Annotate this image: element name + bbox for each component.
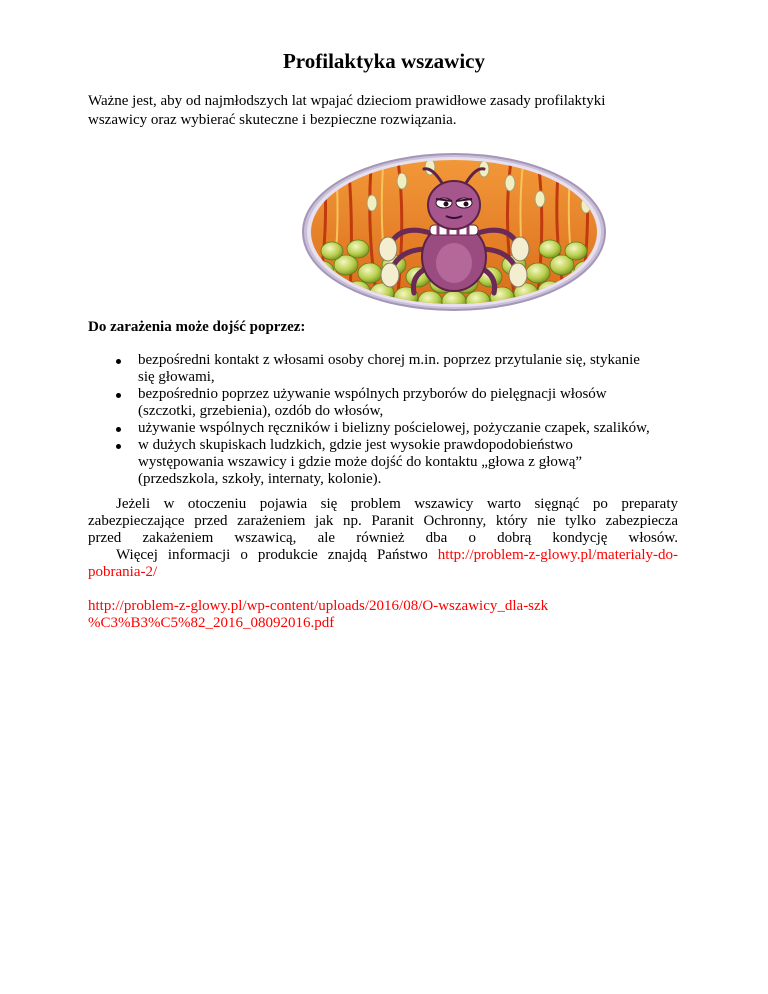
list-item-line: występowania wszawicy i gdzie może dojść do kontaktu „głowa z głową” (138, 454, 583, 470)
intro-line: Ważne jest, aby od najmłodszych lat wpajać dzieciom prawidłowe zasady profilaktyki (88, 93, 606, 109)
list-item (88, 386, 688, 420)
materials-link[interactable]: http://problem-z-glowy.pl/materialy-do- (437, 547, 678, 563)
more-info-text: Więcej informacji o produkcie znajdą Państwo (116, 547, 438, 563)
intro-line: wszawicy oraz wybierać skuteczne i bezpieczne rozwiązania. (88, 112, 457, 128)
bullet-icon (116, 393, 121, 398)
infection-subheading: Do zarażenia może dojść poprzez: (88, 319, 306, 335)
bullet-icon (116, 359, 121, 364)
list-item-line: w dużych skupiskach ludzkich, gdzie jest wysokie prawdopodobieństwo (138, 437, 573, 453)
pdf-link[interactable] (88, 598, 688, 632)
louse-illustration (302, 153, 606, 311)
list-item-line: (szczotki, grzebienia), ozdób do włosów, (138, 403, 384, 419)
paragraph-line: zabezpieczające przed zarażeniem jak np. Paranit Ochronny, który nie tylko zabezpiecza (88, 513, 678, 529)
page-title: Profilaktyka wszawicy (282, 49, 485, 73)
paragraph-line: Jeżeli w otoczeniu pojawia się problem wszawicy warto sięgnąć po preparaty (116, 496, 678, 512)
list-item (88, 437, 688, 488)
intro-paragraph (88, 92, 678, 130)
bullet-icon (116, 427, 121, 432)
bullet-icon (116, 444, 121, 449)
list-item-line: bezpośrednio poprzez używanie wspólnych przyborów do pielęgnacji włosów (138, 386, 607, 402)
list-item-line: (przedszkola, szkoły, internaty, kolonie). (138, 471, 382, 487)
list-item-line: się głowami, (138, 369, 215, 385)
pdf-link-line[interactable]: http://problem-z-glowy.pl/wp-content/uploads/2016/08/O-wszawicy_dla-szk (88, 598, 549, 614)
paragraph-line: przed zakażeniem wszawicą, ale również dba o dobrą kondycję włosów. (88, 530, 678, 546)
paragraph-line (88, 564, 678, 581)
infection-ways-list (88, 352, 688, 488)
list-item (88, 420, 688, 437)
list-item-line: bezpośredni kontakt z włosami osoby chorej m.in. poprzez przytulanie się, stykanie (138, 352, 640, 368)
list-item (88, 352, 688, 386)
product-paragraph (88, 496, 678, 581)
paragraph-line (88, 547, 678, 564)
materials-link-continued[interactable]: pobrania-2/ (88, 564, 158, 580)
pdf-link-line[interactable]: %C3%B3%C5%82_2016_08092016.pdf (88, 615, 335, 631)
list-item-line: używanie wspólnych ręczników i bielizny pościelowej, pożyczanie czapek, szalików, (138, 420, 650, 436)
